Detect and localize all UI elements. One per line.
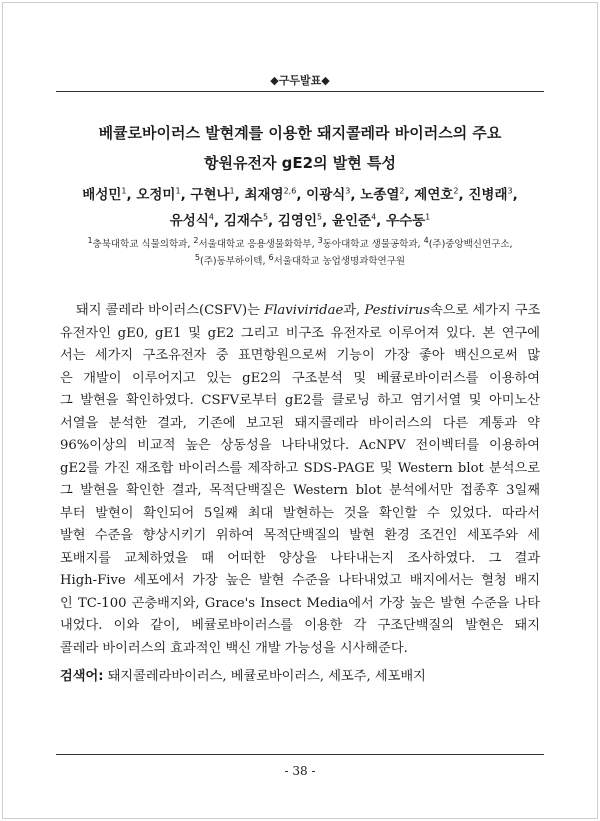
abstract-line: 발현 수준을 향상시키기 위하여 목적단백질의 발현 환경 조건인 세포주와 세: [60, 528, 540, 543]
author-name: 김영인: [277, 213, 318, 229]
keywords-label: 검색어:: [60, 669, 104, 684]
affiliation: 서울대학교 응용생물화학부,: [198, 239, 318, 250]
author-sup: 4: [371, 212, 377, 222]
abstract-line: 인 TC-100 곤충배지와, Grace's Insect Media에서 가장 높은 발현 수준을 나타: [60, 595, 540, 611]
author-name: 김재수: [223, 213, 263, 229]
author-sup: 3: [345, 186, 351, 196]
page-number: - 38 -: [284, 764, 316, 778]
author-sup: 2: [399, 186, 405, 196]
affiliation: 동아대학교 생물공학과,: [322, 239, 424, 250]
author-name: 최재영: [244, 187, 284, 203]
author-sup: 5: [262, 212, 269, 222]
author: [244, 187, 296, 203]
abstract-line: gE2를 가진 재조합 바이러스를 제작하고 SDS-PAGE 및 Western blot 분석으로: [60, 460, 540, 476]
affiliation: (주)동부하이텍,: [199, 256, 269, 267]
author-name: 유성식: [169, 213, 209, 229]
abstract-line: 유전자인 gE0, gE1 및 gE2 그리고 비구조 유전자로 이루어져 있다. 본 연구에: [60, 325, 540, 341]
affiliation-sup: 1: [87, 235, 93, 245]
author-sup: 3: [507, 186, 513, 196]
author-name: 이광식: [306, 187, 346, 203]
abstract-line: 그 발현을 확인하였다. CSFV로부터 gE2를 클로닝 하고 염기서열 및 아미노산: [60, 393, 540, 408]
abstract-line: 96%이상의 비교적 높은 상동성을 나타내었다. AcNPV 전이벡터를 이용하여: [60, 438, 540, 453]
author-sup: 5: [317, 212, 323, 222]
author: [332, 213, 376, 229]
paper-title: [40, 118, 560, 178]
author-sup: 4: [208, 212, 214, 222]
author-name: 구현나: [190, 187, 230, 203]
author-name: 우수동: [386, 213, 426, 229]
author-name: 배성민: [82, 187, 122, 203]
author: [414, 187, 458, 203]
author-sup: 1: [425, 212, 431, 222]
author-name: 노종열: [360, 187, 400, 203]
affiliation-sup: 5: [194, 252, 200, 262]
affiliation: (주)중앙백신연구소,: [428, 239, 513, 250]
abstract-line: 콜레라 바이러스의 효과적인 백신 개발 가능성을 시사해준다.: [60, 640, 408, 656]
author: [224, 213, 268, 229]
author: [468, 187, 512, 203]
author-name: 윤인준: [331, 213, 372, 229]
author-sup: 1: [121, 186, 127, 196]
author-sup: 1: [175, 186, 181, 196]
author-line-1: 배성민$^1$, 오정미$^1$, 구현나$^1$, 최재영$^{2,6}$, 이광식$^3$, 노종열$^2$, 제연호$^2$, 진병래$^3$,: [82, 186, 518, 203]
affiliation-sup: 3: [317, 235, 323, 245]
abstract-line: [60, 300, 540, 323]
abstract-line: 내었다. 이와 같이, 베큘로바이러스를 이용한 각 구조단백질의 발현은 돼지: [60, 618, 540, 633]
author-name: 진병래: [468, 187, 508, 203]
author: [190, 187, 234, 203]
abstract: [60, 300, 540, 660]
author-line-2: 유성식$^4$, 김재수$^5$, 김영인$^5$, 윤인준$^4$, 우수동$^1$: [169, 212, 431, 229]
affiliation-sup: 4: [423, 235, 429, 245]
abstract-line: High-Five 세포에서 가장 높은 발현 수준을 나타내었고 배지에서는 혈청 배지: [60, 573, 540, 588]
author: [306, 187, 350, 203]
keywords: [60, 667, 540, 687]
abstract-line: 부터 발현이 확인되어 5일째 최대 발현하는 것을 확인할 수 있었다. 따라서: [60, 505, 540, 521]
keywords-text: 돼지콜레라바이러스, 베큘로바이러스, 세포주, 세포배지: [103, 669, 426, 684]
affiliation-sup: 2: [193, 235, 199, 245]
affiliation-line-2: [40, 253, 560, 270]
abstract-line: 서열을 분석한 결과, 기존에 보고된 돼지콜레라 바이러스의 다른 계통과 약: [60, 415, 540, 431]
abstract-line: 그 발현을 확인한 결과, 목적단백질은 Western blot 분석에서만 접종후 3일째: [60, 483, 540, 498]
author: [136, 187, 180, 203]
title-line-2: 항원유전자 gE2의 발현 특성: [204, 154, 396, 172]
author-sup: 2: [453, 186, 459, 196]
author-list: [40, 182, 560, 234]
author-sup: 2,6: [283, 186, 297, 196]
header-rule: [56, 91, 544, 92]
author-sup: 1: [229, 186, 235, 196]
title-line-1: 베큘로바이러스 발현계를 이용한 돼지콜레라 바이러스의 주요: [98, 124, 502, 142]
author: [360, 187, 404, 203]
author: [170, 213, 214, 229]
footer-rule: [56, 754, 544, 755]
abstract-line: 은 개발이 이루어지고 있는 gE2의 구조분석 및 베큘로바이러스를 이용하여: [60, 370, 540, 386]
abstract-line: 서는 세가지 구조유전자 중 표면항원으로써 기능이 가장 좋아 백신으로써 많: [60, 348, 540, 363]
author-name: 제연호: [414, 187, 454, 203]
section-tag: ◆구두발표◆: [270, 74, 330, 87]
affiliation-sup: 6: [268, 252, 274, 262]
affiliation: 충북대학교 식물의학과,: [92, 239, 194, 250]
affiliation-line-1: [40, 236, 560, 253]
author: [82, 187, 126, 203]
abstract-line: 포배지를 교체하였을 때 어떠한 양상을 나타내는지 조사하였다. 그 결과: [60, 550, 540, 566]
abstract-text: 돼지 콜레라 바이러스(CSFV)는 Flaviviridae과, Pestivirus속으로 세가지 구조: [76, 303, 540, 318]
author: [278, 213, 322, 229]
affiliations: [40, 236, 560, 270]
author-name: 오정미: [136, 187, 176, 203]
author: [386, 213, 430, 229]
affiliation: 서울대학교 농업생명과학연구원: [273, 256, 406, 267]
